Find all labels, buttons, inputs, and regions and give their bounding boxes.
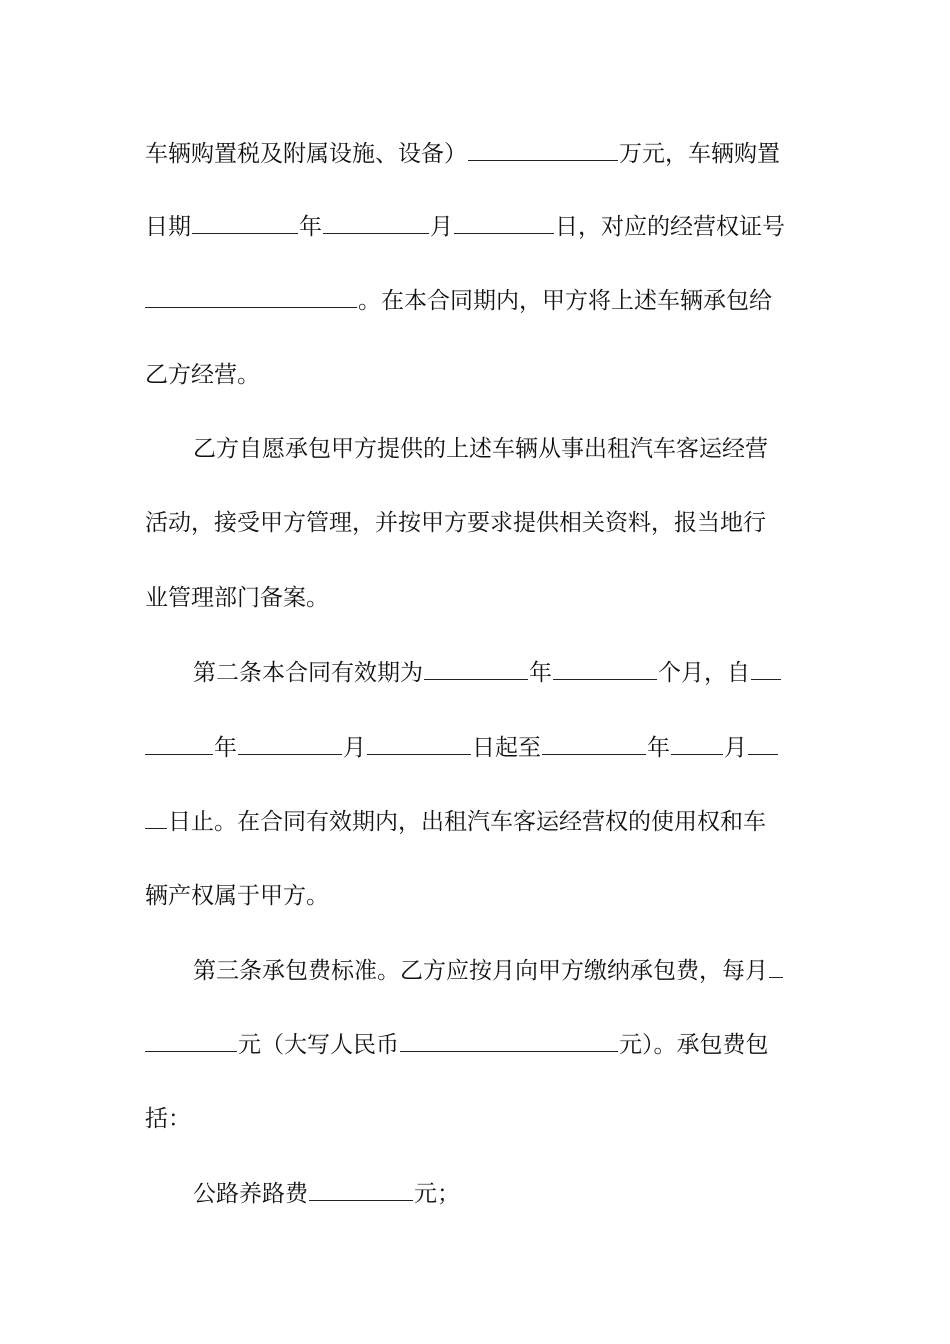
paragraph-line bbox=[145, 583, 810, 613]
paragraph-line bbox=[145, 285, 810, 316]
paragraph-line bbox=[145, 360, 810, 390]
fill-in-blank[interactable] bbox=[424, 657, 528, 680]
text-segment: 元）。承包费包 bbox=[619, 1032, 769, 1058]
paragraph-line bbox=[145, 1029, 810, 1060]
text-segment: 个月，自 bbox=[658, 660, 750, 686]
fill-in-blank[interactable] bbox=[769, 955, 783, 978]
fill-in-blank[interactable] bbox=[323, 211, 429, 234]
text-segment: 万元，车辆购置 bbox=[619, 141, 780, 167]
paragraph-line bbox=[145, 508, 810, 538]
text-segment: 辆产权属于甲方。 bbox=[145, 883, 329, 909]
paragraph-line bbox=[193, 1178, 810, 1209]
text-segment: 年 bbox=[299, 214, 322, 240]
fill-in-blank[interactable] bbox=[238, 732, 342, 755]
text-segment: 公路养路费 bbox=[193, 1181, 308, 1207]
paragraph-line bbox=[145, 1104, 810, 1134]
fill-in-blank[interactable] bbox=[192, 211, 298, 234]
paragraph-line bbox=[145, 881, 810, 911]
fill-in-blank[interactable] bbox=[542, 732, 646, 755]
text-segment: 年 bbox=[647, 735, 670, 761]
fill-in-blank[interactable] bbox=[454, 211, 554, 234]
text-segment: 业管理部门备案。 bbox=[145, 585, 329, 611]
fill-in-blank[interactable] bbox=[309, 1178, 413, 1201]
text-segment: 括： bbox=[145, 1106, 191, 1132]
text-segment: 月 bbox=[430, 214, 453, 240]
fill-in-blank[interactable] bbox=[400, 1029, 618, 1052]
fill-in-blank[interactable] bbox=[145, 732, 213, 755]
paragraph-line bbox=[145, 211, 810, 242]
text-segment: 日期 bbox=[145, 214, 191, 240]
text-segment: 乙方经营。 bbox=[145, 362, 260, 388]
text-segment: 车辆购置税及附属设施、设备） bbox=[145, 141, 467, 167]
text-segment: 月 bbox=[724, 735, 747, 761]
fill-in-blank[interactable] bbox=[367, 732, 471, 755]
text-segment: 日起至 bbox=[472, 735, 541, 761]
paragraph-line bbox=[145, 732, 810, 763]
fill-in-blank[interactable] bbox=[145, 285, 357, 308]
text-segment: 第三条承包费标准。乙方应按月向甲方缴纳承包费，每月 bbox=[193, 958, 768, 984]
text-segment: 年 bbox=[529, 660, 552, 686]
fill-in-blank[interactable] bbox=[145, 806, 167, 829]
paragraph-line bbox=[193, 657, 810, 688]
text-segment: 活动，接受甲方管理，并按甲方要求提供相关资料，报当地行 bbox=[145, 510, 766, 536]
text-segment: 日止。在合同有效期内，出租汽车客运经营权的使用权和车 bbox=[168, 809, 766, 835]
text-segment: 第二条本合同有效期为 bbox=[193, 660, 423, 686]
paragraph-line bbox=[145, 806, 810, 837]
paragraph-line bbox=[193, 434, 810, 464]
text-segment: 月 bbox=[343, 735, 366, 761]
text-segment: 乙方自愿承包甲方提供的上述车辆从事出租汽车客运经营 bbox=[193, 436, 768, 462]
fill-in-blank[interactable] bbox=[468, 138, 618, 161]
fill-in-blank[interactable] bbox=[145, 1029, 237, 1052]
fill-in-blank[interactable] bbox=[553, 657, 657, 680]
fill-in-blank[interactable] bbox=[751, 657, 781, 680]
fill-in-blank[interactable] bbox=[671, 732, 723, 755]
text-segment: 日，对应的经营权证号 bbox=[555, 214, 785, 240]
fill-in-blank[interactable] bbox=[748, 732, 778, 755]
paragraph-line bbox=[193, 955, 810, 986]
paragraph-line bbox=[145, 138, 810, 169]
text-segment: 元； bbox=[414, 1181, 460, 1207]
text-segment: 。在本合同期内，甲方将上述车辆承包给 bbox=[358, 288, 772, 314]
text-segment: 元（大写人民币 bbox=[238, 1032, 399, 1058]
text-segment: 年 bbox=[214, 735, 237, 761]
